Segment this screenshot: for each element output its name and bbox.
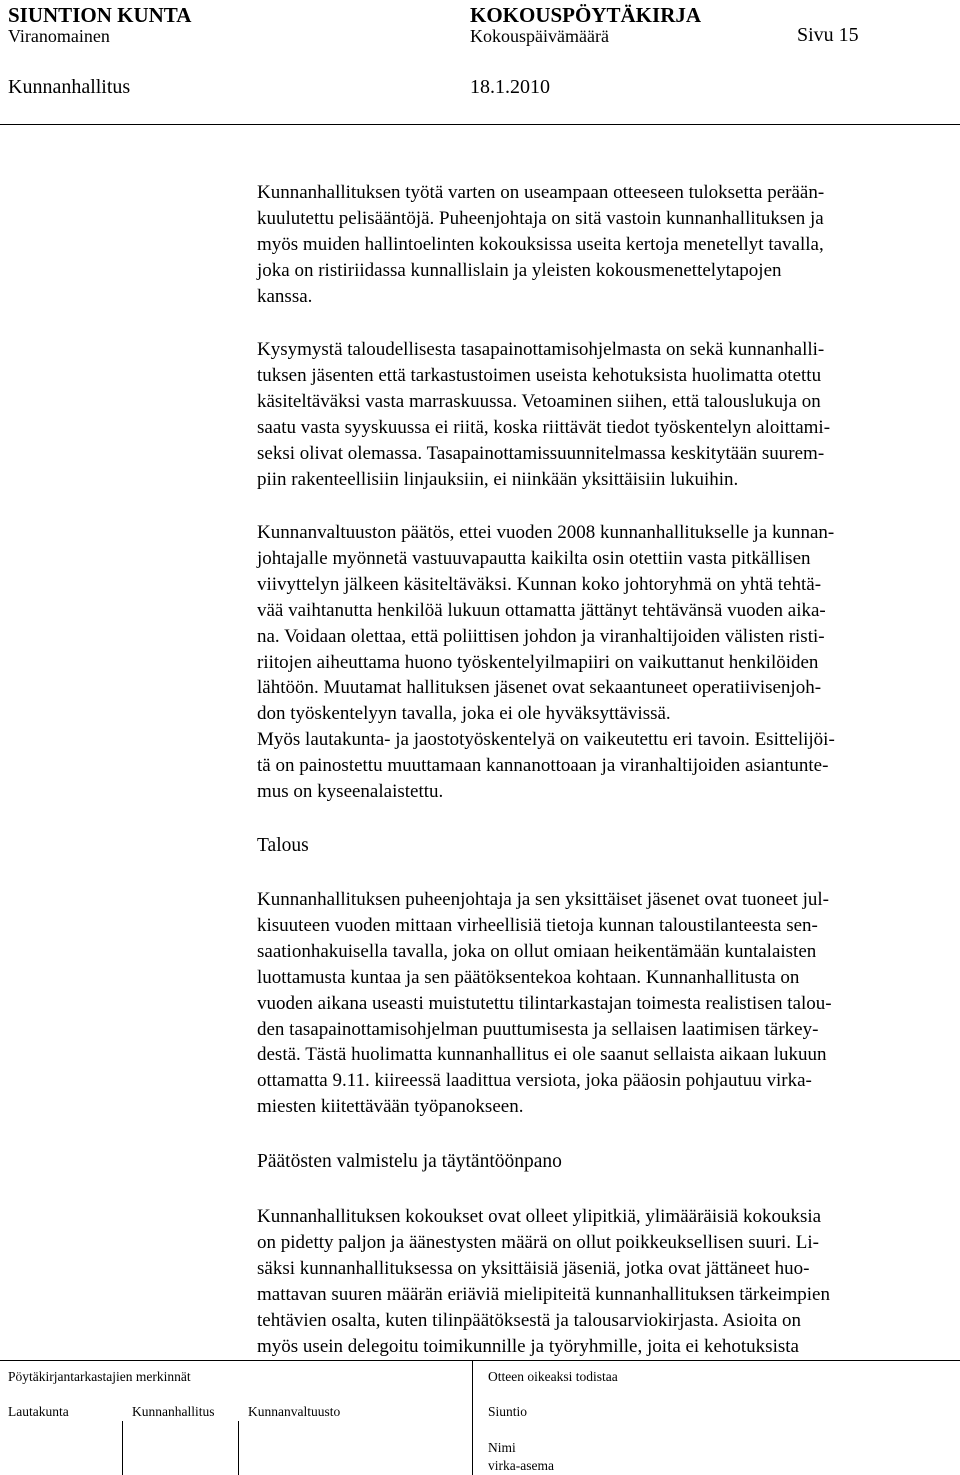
paragraph-4: Kunnanhallituksen puheenjohtaja ja sen yksittäiset jäsenet ovat tuoneet jul- kisuuteen vuoden mittaan virheellisiä tietoja kunnan taloustilanteesta sen- saationhakuisella tavalla, joka on ollut omiaan heikentämään kuntalaisten luottamusta kuntaa ja sen päätöksentekoa kohtaan. Kunnanhallitusta on vuoden aikana useasti muistutettu tilintarkastajan toimesta realistisen talou- den tasapainottamisohjelman puuttumisesta ja sellaisen laatimisen tärkey- destä. Tästä huolimatta kunnanhallitus ei ole saanut sellaista aikaan lukuun ottamatta 9.11. kiireessä laadittua versiota, joka pääosin pohjautuu virka- miesten kiitettävään työpanokseen. bbox=[257, 889, 832, 1118]
footer-col-kunnanhallitus: Kunnanhallitus bbox=[132, 1404, 215, 1419]
footer-divider-vertical bbox=[472, 1360, 473, 1475]
authority-value: Kunnanhallitus bbox=[8, 76, 131, 98]
paragraph-2: Kysymystä taloudellisesta tasapainottamisohjelmasta on sekä kunnanhalli- tuksen jäsenten että tarkastustoimen useista kehotuksista huolimatta otettu käsiteltäväksi vasta marraskuussa. Vetoaminen siihen, että talouslukuja on saatu vasta syyskuussa ei riitä, koska riittävät tiedot työskentelyn aloittami- seksi olivat olemassa. Tasapainottamissuunnitelmassa keskitytään suurem- piin rakenteellisiin linjauksiin, ei niinkään yksittäisiin lukuihin. bbox=[257, 339, 831, 490]
name-label: Nimi bbox=[488, 1440, 516, 1455]
copy-certification-label: Otteen oikeaksi todistaa bbox=[488, 1369, 618, 1384]
organization-name: SIUNTION KUNTA bbox=[8, 3, 192, 27]
footer-col-kunnanvaltuusto: Kunnanvaltuusto bbox=[248, 1404, 341, 1419]
place-label: Siuntio bbox=[488, 1404, 528, 1419]
paragraph-1: Kunnanhallituksen työtä varten on useampaan otteeseen tuloksetta perään- kuulutettu pelisääntöjä. Puheenjohtaja on sitä vastoin kunnanhallituksen ja myös muiden hallintoelinten kokouksissa useita kertoja menetellyt tavalla, joka on ristiriidassa kunnallislain ja yleisten kokousmenettelytapojen kanssa. bbox=[257, 182, 825, 307]
page-number: Sivu 15 bbox=[797, 24, 859, 46]
checkers-label: Pöytäkirjantarkastajien merkinnät bbox=[8, 1369, 191, 1384]
document-type: KOKOUSPÖYTÄKIRJA bbox=[470, 3, 702, 27]
footer-col-rule-1 bbox=[122, 1421, 123, 1475]
meeting-date: 18.1.2010 bbox=[470, 76, 550, 98]
footer-col-lautakunta: Lautakunta bbox=[8, 1404, 69, 1419]
section-heading-valmistelu: Päätösten valmistelu ja täytäntöönpano bbox=[257, 1151, 562, 1172]
section-heading-talous: Talous bbox=[257, 835, 309, 856]
authority-label: Viranomainen bbox=[8, 26, 110, 46]
footer-top-rule bbox=[0, 1360, 960, 1361]
date-label: Kokouspäivämäärä bbox=[470, 26, 609, 46]
header-divider bbox=[0, 124, 960, 125]
footer-col-rule-2 bbox=[238, 1421, 239, 1475]
paragraph-3: Kunnanvaltuuston päätös, ettei vuoden 2008 kunnanhallitukselle ja kunnan- johtajalle myönnetä vastuuvapautta kaikilta osin otettiin vasta pitkällisen viivyttelyn jälkeen käsiteltäväksi. Kunnan koko johtoryhmä on yhtä tehtä- vää vaihtanutta henkilöä lukuun ottamatta jättänyt tehtävänsä vuoden aika- na. Voidaan olettaa, että poliittisen johdon ja viranhaltijoiden välisten risti- riitojen aiheuttama huono työskentelyilmapiiri on vaikuttanut henkilöiden lähtöön. Muutamat hallituksen jäsenet ovat sekaantuneet operatiivisenjoh- don työskentelyyn tavalla, joka ei ole hyväksyttävissä. Myös lautakunta- ja jaostotyöskentelyä on vaikeutettu eri tavoin. Esittelijöi- tä on painostettu muuttamaan kannanottoaan ja viranhaltijoiden asiantunte- mus on kyseenalaistettu. bbox=[257, 522, 835, 803]
paragraph-5: Kunnanhallituksen kokoukset ovat olleet ylipitkiä, ylimääräisiä kokouksia on pidetty paljon ja äänestysten määrä on ollut poikkeuksellisen suuri. Li- säksi kunnanhallituksessa on yksittäisiä jäseniä, jotka ovat jättäneet huo- mattavan suuren määrän eriäviä mielipiteitä kunnanhallituksen tärkeimpien tehtävien osalta, kuten tilinpäätöksestä ja talousarviokirjasta. Asioita on myös usein delegoitu toimikunnille ja työryhmille, joita ei kehotuksista bbox=[257, 1206, 830, 1357]
title-label: virka-asema bbox=[488, 1458, 554, 1473]
